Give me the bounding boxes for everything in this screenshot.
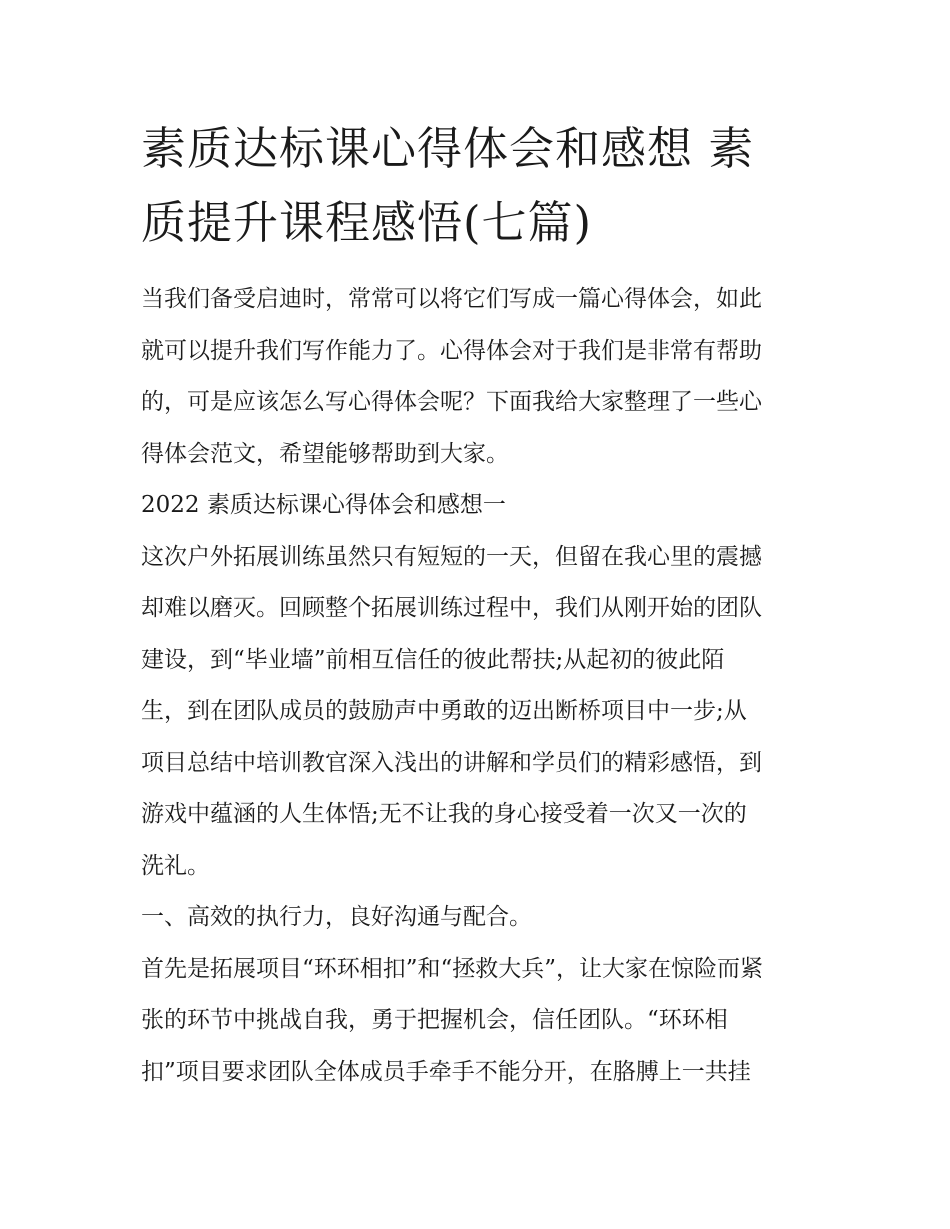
text-line: 这次户外拓展训练虽然只有短短的一天，但留在我心里的震撼	[141, 543, 762, 570]
text-line: 首先是拓展项目“环环相扣”和“拯救大兵”，让大家在惊险而紧	[141, 955, 764, 982]
text-line: 当我们备受启迪时，常常可以将它们写成一篇心得体会，如此	[141, 286, 762, 312]
text-line: 生，到在团队成员的鼓励声中勇敢的迈出断桥项目中一步;从	[141, 698, 747, 724]
text-line: 张的环节中挑战自我，勇于把握机会，信任团队。“环环相	[141, 1007, 728, 1033]
text-line: 游戏中蕴涵的人生体悟;无不让我的身心接受着一次又一次的	[141, 801, 747, 827]
body-paragraph	[141, 532, 816, 893]
text-line: 却难以磨灭。回顾整个拓展训练过程中，我们从刚开始的团队	[141, 595, 762, 621]
intro-paragraph	[141, 274, 816, 480]
text-line: 一、高效的执行力，良好沟通与配合。	[141, 904, 532, 930]
section-heading	[141, 480, 816, 532]
title-line: 素质达标课心得体会和感想 素	[141, 122, 755, 175]
document-title	[141, 112, 816, 260]
body-paragraph	[141, 944, 816, 1099]
text-line: 就可以提升我们写作能力了。心得体会对于我们是非常有帮助	[141, 337, 762, 364]
title-line: 质提升课程感悟(七篇)	[141, 196, 593, 249]
document-page	[141, 112, 816, 1098]
text-line: 洗礼。	[141, 852, 210, 879]
subsection-heading	[141, 892, 816, 944]
text-line: 建设，到“毕业墙”前相互信任的彼此帮扶;从起初的彼此陌	[141, 646, 725, 673]
text-line: 的，可是应该怎么写心得体会呢？下面我给大家整理了一些心	[141, 389, 762, 415]
text-line: 项目总结中培训教官深入浅出的讲解和学员们的精彩感悟，到	[141, 749, 762, 776]
text-line: 2022 素质达标课心得体会和感想一	[141, 492, 506, 518]
text-line: 得体会范文，希望能够帮助到大家。	[141, 440, 509, 467]
text-line: 扣”项目要求团队全体成员手牵手不能分开，在胳膊上一共挂	[141, 1058, 751, 1085]
